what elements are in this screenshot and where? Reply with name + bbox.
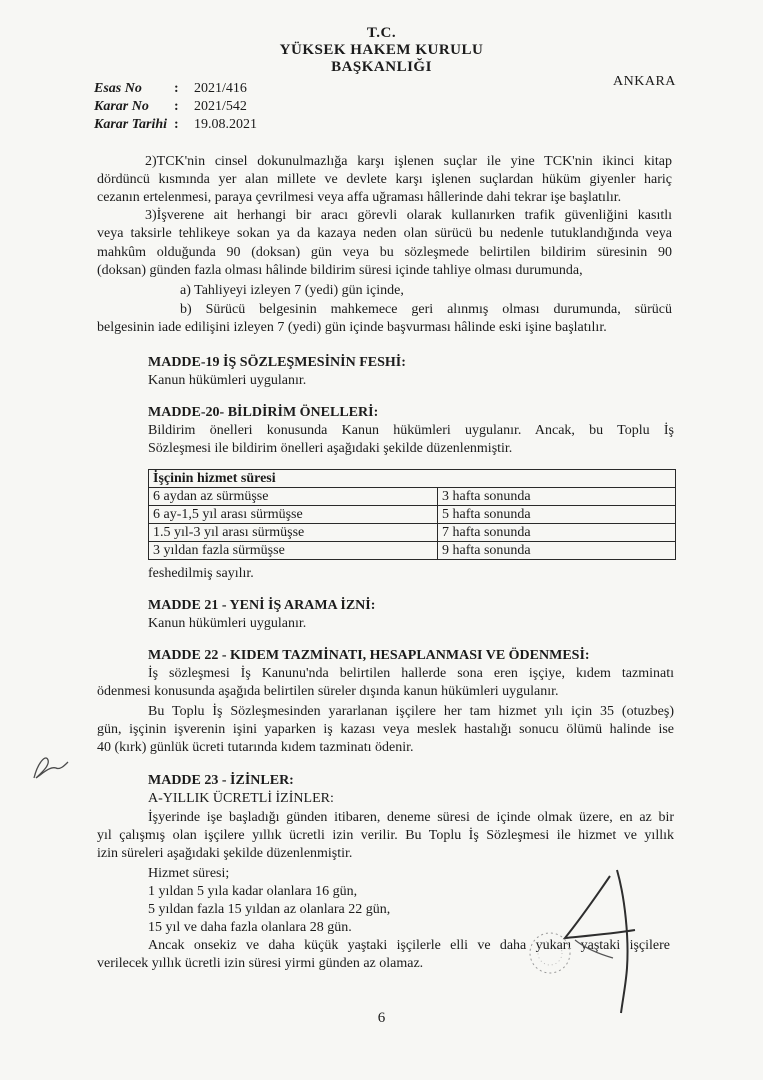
header-institution: YÜKSEK HAKEM KURULU xyxy=(279,42,484,58)
article-23-p1-line: yıl çalışmış olan işçilere yıllık ücretli izin verilir. Bu Toplu İş Sözleşmesi ile hizmet ve yıllık xyxy=(97,828,674,843)
header-tc: T.C. xyxy=(366,25,397,41)
table-cell-duration: 1.5 yıl-3 yıl arası sürmüşse xyxy=(149,524,438,542)
meta-key: Karar Tarihi xyxy=(94,117,168,132)
article-22-p1-line: ödenmesi konusunda aşağıda belirtilen süreler dışında kanun hükümleri uygulanır. xyxy=(97,684,559,699)
article-23-title: MADDE 23 - İZİNLER: xyxy=(148,773,294,788)
table-cell-duration: 6 ay-1,5 yıl arası sürmüşse xyxy=(149,506,438,524)
paragraph-3b-line: belgesinin iade edilişini izleyen 7 (yedi) gün içinde başvurması hâlinde eski işine başlatılır. xyxy=(97,320,607,335)
article-23-subtitle: A-YILLIK ÜCRETLİ İZİNLER: xyxy=(148,791,334,806)
paragraph-3-line: veya taksirle tehlikeye sokan ya da kazaya neden olan sürücü bu nedenle tutuklandığında veya xyxy=(97,226,672,241)
paragraph-3-line: (doksan) günden fazla olması hâlinde bildirim süresi içinde tahliye olması durumunda, xyxy=(97,263,583,278)
article-22-title: MADDE 22 - KIDEM TAZMİNATI, HESAPLANMASI VE ÖDENMESİ: xyxy=(148,648,590,663)
article-22-p2-line: 40 (kırk) günlük ücreti tutarında kıdem tazminatı ödenir. xyxy=(97,740,414,755)
page-number: 6 xyxy=(377,1010,386,1026)
article-22-p2-line: gün, işçinin işverenin işini yaparken iş kazası veya meslek hastalığı sonucu ölümü halinde ise xyxy=(97,722,674,737)
table-row xyxy=(149,542,676,560)
meta-colon: : xyxy=(174,117,179,132)
table-cell-notice: 3 hafta sonunda xyxy=(438,488,676,506)
table-header-row xyxy=(149,470,676,488)
article-21-text: Kanun hükümleri uygulanır. xyxy=(148,616,307,631)
header-city: ANKARA xyxy=(613,74,676,89)
article-23-list-item: 1 yıldan 5 yıla kadar olanlara 16 gün, xyxy=(148,884,358,899)
article-20-text-line: Bildirim önelleri konusunda Kanun hükümleri uygulanır. Ancak, bu Toplu İş xyxy=(148,423,674,438)
paragraph-3-line: 3)İşverene ait herhangi bir aracı görevli olarak kullanırken trafik güvenliğini kasıtlı xyxy=(145,208,672,223)
article-21-title: MADDE 21 - YENİ İŞ ARAMA İZNİ: xyxy=(148,598,376,613)
table-cell-notice: 5 hafta sonunda xyxy=(438,506,676,524)
article-23-list-item: 5 yıldan fazla 15 yıldan az olanlara 22 gün, xyxy=(148,902,391,917)
meta-row-karar xyxy=(94,98,257,116)
meta-row-karar-tarihi xyxy=(94,116,257,134)
paragraph-3-line: mahkûm olduğunda 90 (doksan) gün veya bu sözleşmede belirtilen bildirim süresinin 90 xyxy=(97,245,672,260)
meta-colon: : xyxy=(174,81,179,96)
table-header-cell: İşçinin hizmet süresi xyxy=(149,470,676,488)
table-cell-duration: 3 yıldan fazla sürmüşse xyxy=(149,542,438,560)
paragraph-2-line: cezanın ertelenmesi, paraya çevrilmesi veya affa uğraması hâllerinde dahi tekrar işe başlatılır. xyxy=(97,190,622,205)
table-row xyxy=(149,524,676,542)
article-20-after-table: feshedilmiş sayılır. xyxy=(148,566,254,581)
paragraph-3a: a) Tahliyeyi izleyen 7 (yedi) gün içinde, xyxy=(180,283,404,298)
meta-row-esas xyxy=(94,80,257,98)
article-23-p2-line: verilecek yıllık ücretli izin süresi yirmi günden az olamaz. xyxy=(97,956,424,971)
article-23-p1-line: İşyerinde işe başladığı günden itibaren, deneme süresi de içinde olmak üzere, en az bir xyxy=(148,810,674,825)
table-row xyxy=(149,506,676,524)
paragraph-2-line: dördüncü kısmında yer alan millete ve devlete karşı işlenen suçlardan hüküm giyenler hariç xyxy=(97,172,672,187)
handwritten-initial-left xyxy=(30,752,80,784)
paragraph-3b-line: b) Sürücü belgesinin mahkemece geri alınmış olması durumunda, sürücü xyxy=(180,302,672,317)
table-row xyxy=(149,488,676,506)
header-office: BAŞKANLIĞI xyxy=(331,59,432,75)
article-20-title: MADDE-20- BİLDİRİM ÖNELLERİ: xyxy=(148,405,379,420)
article-23-p1-line: izin süreleri aşağıdaki şekilde düzenlenmiştir. xyxy=(97,846,353,861)
table-cell-duration: 6 aydan az sürmüşse xyxy=(149,488,438,506)
article-20-text-line: Sözleşmesi ile bildirim önelleri aşağıdaki şekilde düzenlenmiştir. xyxy=(148,441,513,456)
table-cell-notice: 9 hafta sonunda xyxy=(438,542,676,560)
meta-key: Karar No xyxy=(94,99,149,114)
meta-key: Esas No xyxy=(94,81,142,96)
article-22-p1-line: İş sözleşmesi İş Kanunu'nda belirtilen hallerde sona eren işçiye, kıdem tazminatı xyxy=(148,666,674,681)
faint-stamp xyxy=(515,928,585,978)
meta-value: 19.08.2021 xyxy=(194,117,257,132)
meta-value: 2021/542 xyxy=(194,99,247,114)
article-19-title: MADDE-19 İŞ SÖZLEŞMESİNİN FESHİ: xyxy=(148,355,406,370)
case-metadata xyxy=(94,80,257,134)
article-23-list-item: 15 yıl ve daha fazla olanlara 28 gün. xyxy=(148,920,352,935)
article-23-p2-line: Ancak onsekiz ve daha küçük yaştaki işçilerle elli ve daha yukarı yaştaki işçilere xyxy=(148,938,670,953)
meta-value: 2021/416 xyxy=(194,81,247,96)
article-19-text: Kanun hükümleri uygulanır. xyxy=(148,373,307,388)
meta-colon: : xyxy=(174,99,179,114)
table-cell-notice: 7 hafta sonunda xyxy=(438,524,676,542)
article-23-list-item: Hizmet süresi; xyxy=(148,866,230,881)
article-22-p2-line: Bu Toplu İş Sözleşmesinden yararlanan işçilere her tam hizmet yılı için 35 (otuzbeş) xyxy=(148,704,674,719)
paragraph-2-line: 2)TCK'nin cinsel dokunulmazlığa karşı işlenen suçlar ile yine TCK'nin ikinci kitap xyxy=(145,154,672,169)
notice-period-table xyxy=(148,469,676,560)
